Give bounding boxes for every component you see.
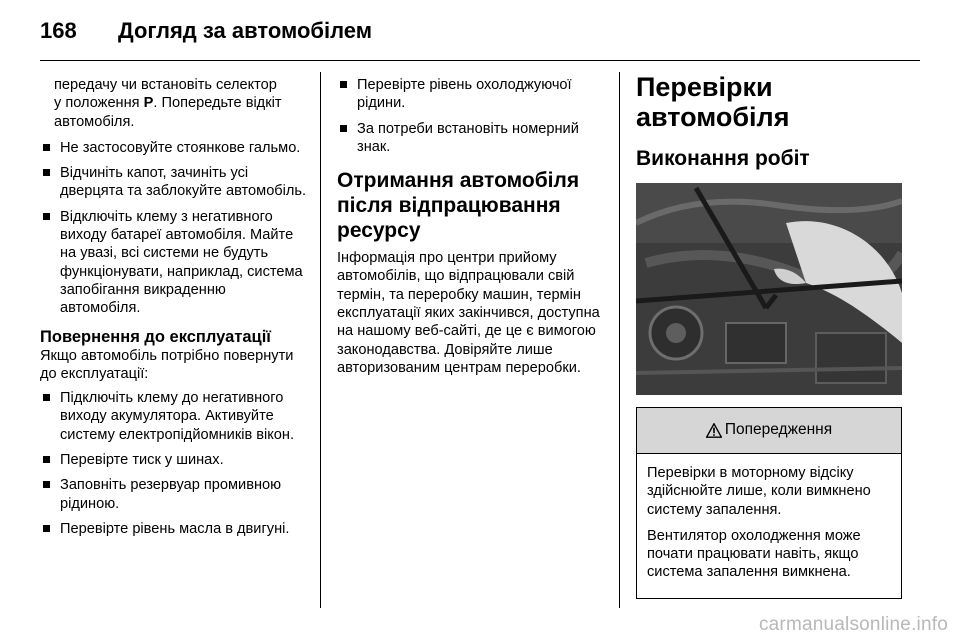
list-item: Відключіть клему з негативного виходу батареї автомобіля. Майте на увазі, всі системи не будуть функціонувати, наприклад, система запобігання викраденню автомобіля. <box>40 208 308 318</box>
column-left <box>40 76 308 545</box>
list-item: Перевірте тиск у шинах. <box>40 451 308 469</box>
list-item: Перевірте рівень охолоджуючої рідини. <box>337 76 608 113</box>
square-bullet-icon <box>43 525 50 532</box>
return-steps-list <box>40 389 308 538</box>
list-item: Заповніть резервуар промивною рідиною. <box>40 476 308 513</box>
warning-header <box>637 408 901 454</box>
end-of-life-paragraph: Інформація про центри прийому автомобілів, що відпрацювали свій термін, та переробку машин, термін експлуатації яких закінчився, доступна на нашому веб-сайті, де це є вимогою законодавства. Довіряйте лише авторизованим центрам переробки. <box>337 250 600 376</box>
section-heading-end-of-life: Отримання автомобіля після відпрацювання ресурсу <box>337 169 580 243</box>
square-bullet-icon <box>43 169 50 176</box>
square-bullet-icon <box>340 81 347 88</box>
column-right <box>636 72 902 599</box>
intro-paragraph: передачу чи встановіть селектор у положення P. Попередьте відкіт автомобіля. <box>54 77 282 130</box>
square-bullet-icon <box>43 144 50 151</box>
section-intro: Якщо автомобіль потрібно повернути до експлуатації: <box>40 347 294 382</box>
storage-steps-list <box>40 139 308 318</box>
column-middle <box>337 76 608 385</box>
list-item: Не застосовуйте стоянкове гальмо. <box>40 139 308 157</box>
square-bullet-icon <box>43 394 50 401</box>
column-divider-1 <box>320 72 321 608</box>
list-item: За потреби встановіть номерний знак. <box>337 120 608 157</box>
engine-bay-illustration <box>636 183 902 395</box>
section-heading-return: Повернення до експлуатації <box>40 327 271 346</box>
warning-triangle-icon <box>706 423 722 438</box>
main-heading: Перевірки автомобіля <box>636 72 790 132</box>
square-bullet-icon <box>43 213 50 220</box>
square-bullet-icon <box>340 125 347 132</box>
column-divider-2 <box>619 72 620 608</box>
engine-bay-image <box>636 183 902 395</box>
chapter-title: Догляд за автомобілем <box>118 18 373 43</box>
warning-box <box>636 407 902 599</box>
footer-watermark: carmanualsonline.info <box>758 614 948 635</box>
page-number: 168 <box>40 18 77 43</box>
header-divider <box>40 60 920 61</box>
continued-steps-list <box>337 76 608 156</box>
warning-title: Попередження <box>724 421 833 439</box>
list-item: Відчиніть капот, зачиніть усі дверцята та заблокуйте автомобіль. <box>40 164 308 201</box>
warning-paragraph: Перевірки в моторному відсіку здійснюйте лише, коли вимкнено систему запалення. <box>647 465 871 518</box>
page-header <box>40 14 920 60</box>
list-item: Підключіть клему до негативного виходу акумулятора. Активуйте систему електропідйомників вікон. <box>40 389 308 444</box>
list-item: Перевірте рівень масла в двигуні. <box>40 520 308 538</box>
warning-body <box>637 454 901 598</box>
sub-heading: Виконання робіт <box>636 147 810 170</box>
square-bullet-icon <box>43 481 50 488</box>
warning-paragraph: Вентилятор охолодження може почати працювати навіть, якщо система запалення вимкнена. <box>647 527 861 581</box>
square-bullet-icon <box>43 456 50 463</box>
